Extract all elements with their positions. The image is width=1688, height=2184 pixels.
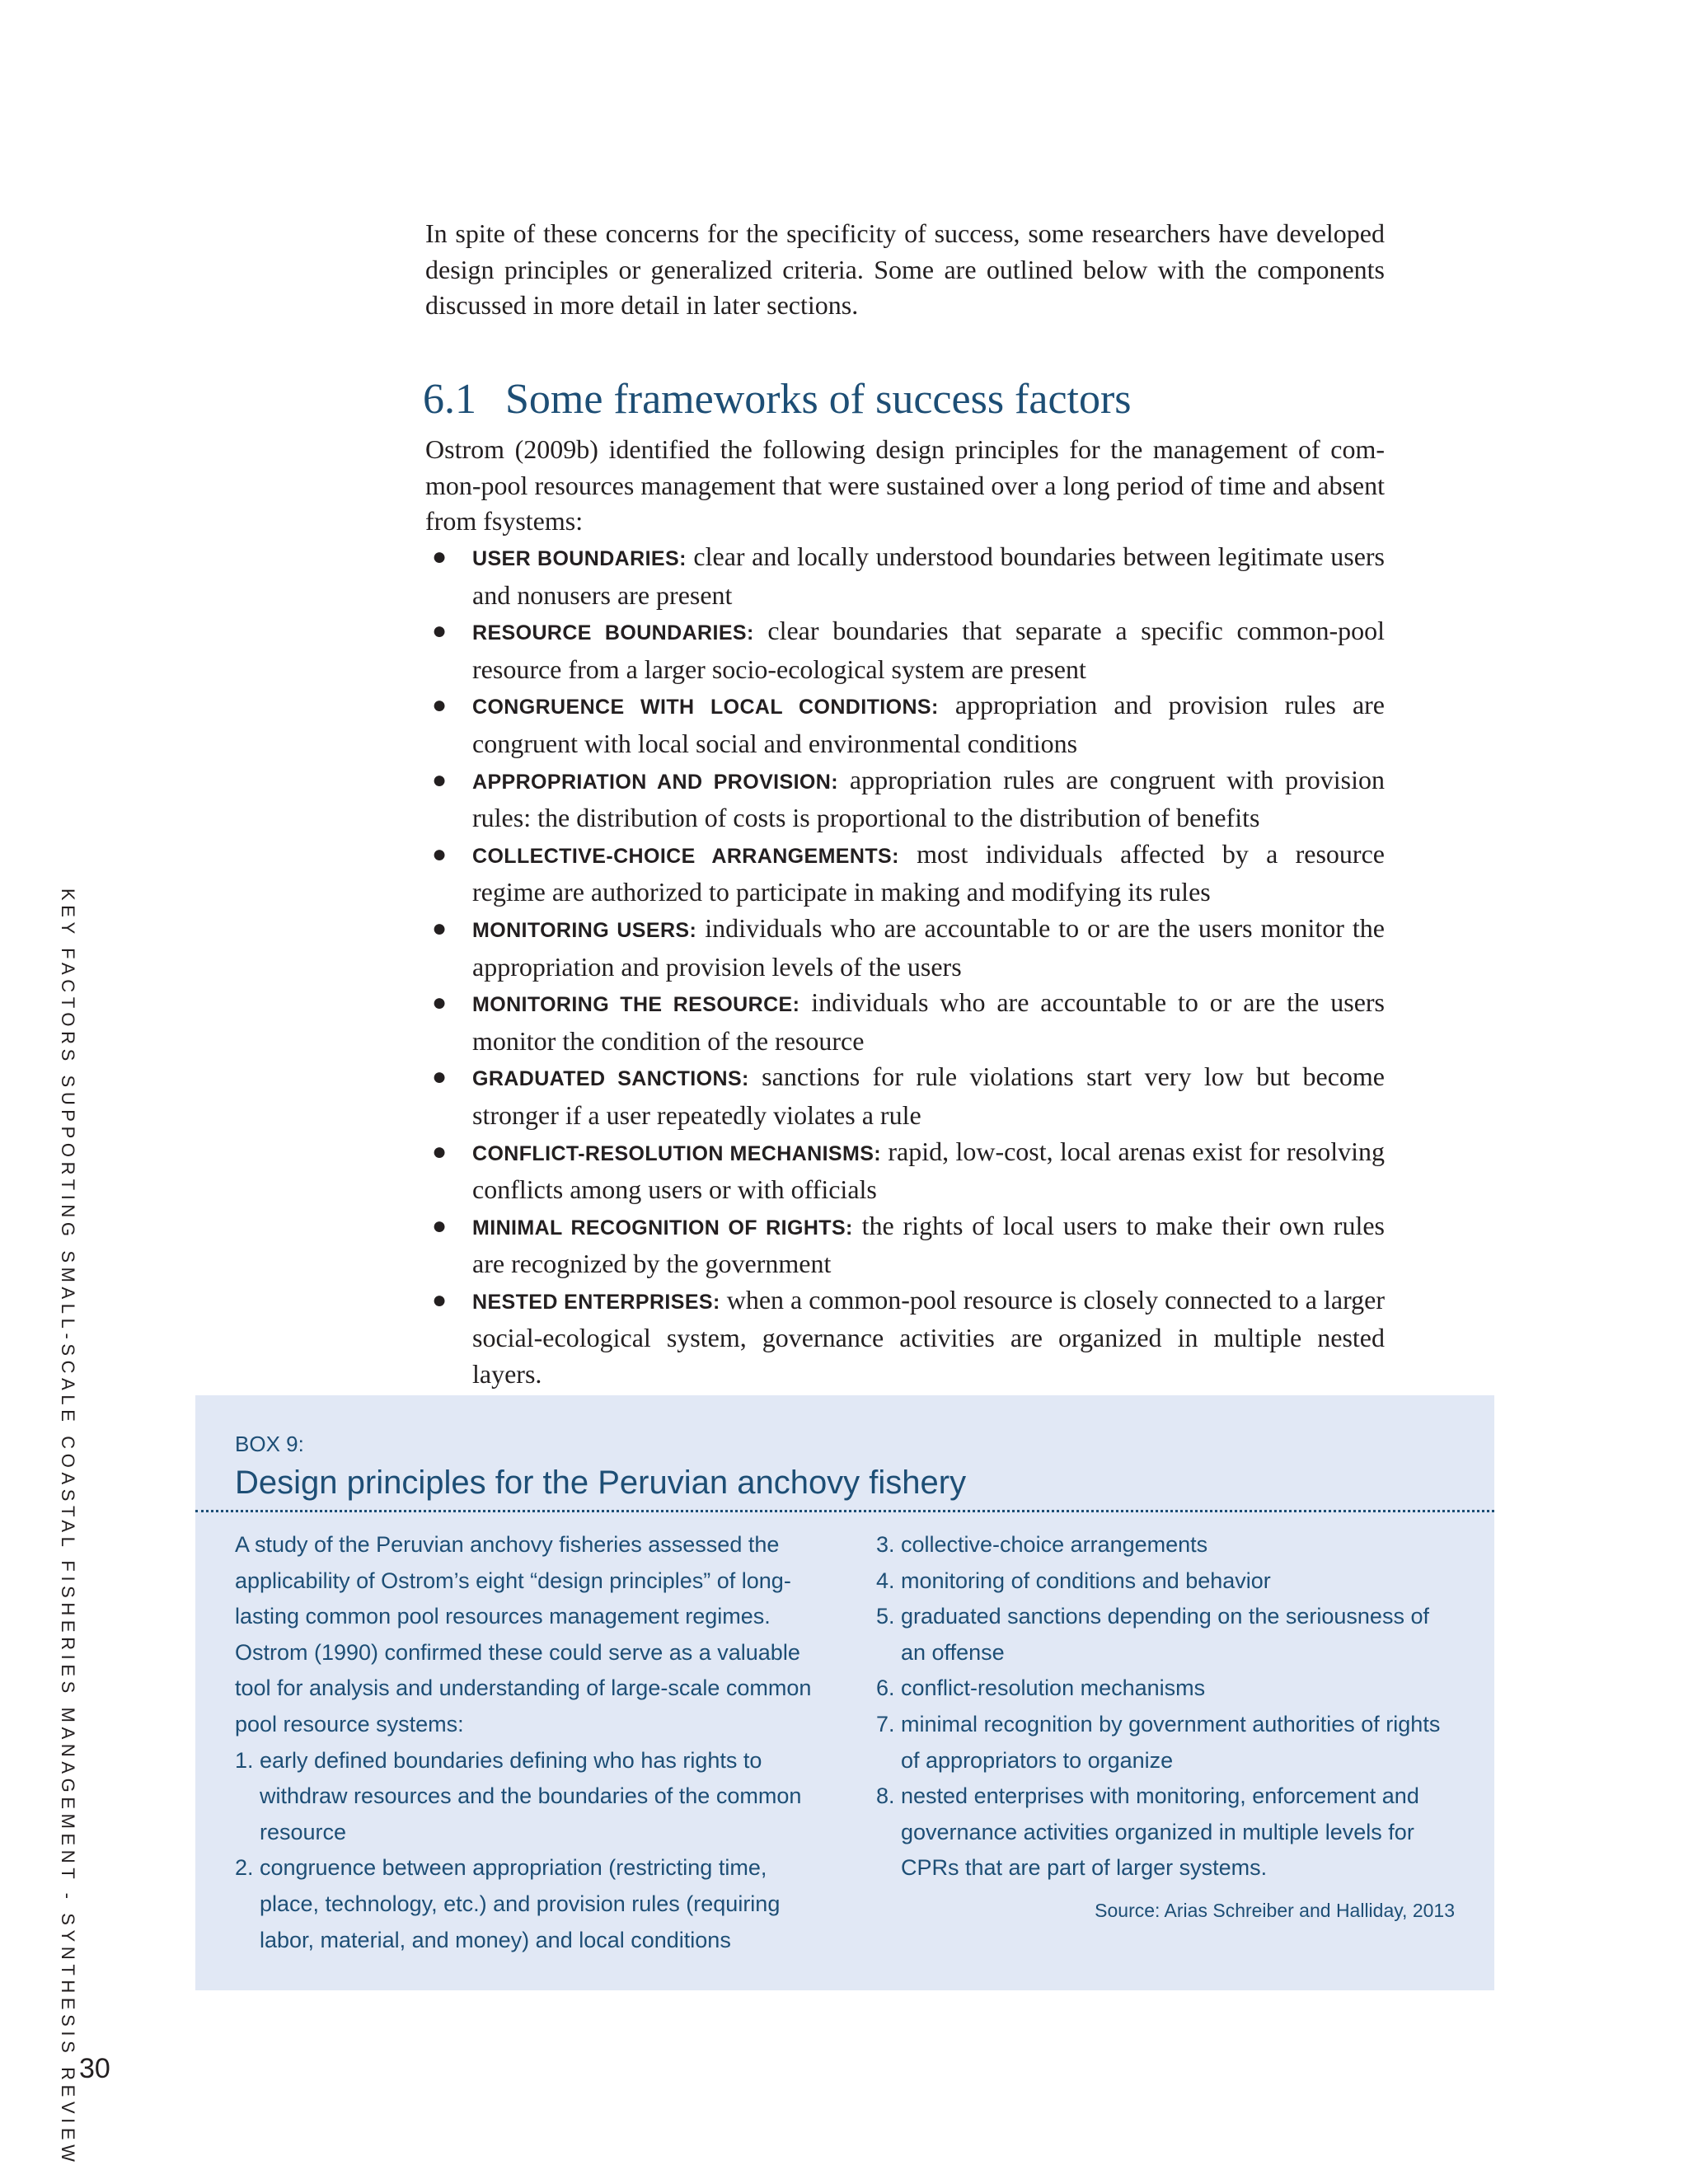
bullet-icon: ●: [432, 543, 448, 570]
item-text: conflict-resolution mechanisms: [901, 1675, 1206, 1701]
principle-term: MINIMAL RECOGNITION OF RIGHTS:: [472, 1216, 853, 1240]
principle-item: [425, 985, 1385, 1059]
principle-term: USER BOUNDARIES:: [472, 547, 687, 570]
principle-text: when a common-pool resource is closely connected to a larger social-ecological system, governance activities are organized in multiple nested layers.: [472, 1284, 1386, 1390]
principle-text: appropriation rules are congruent with provision rules: the distribution of costs is proportional to the distribution of benefits: [472, 764, 1386, 833]
principle-text: individuals who are accountable to or are the users monitor the appropriation and provision levels of the users: [472, 912, 1385, 982]
principle-term: CONGRUENCE WITH LOCAL CONDITIONS:: [472, 696, 939, 719]
principle-term: COLLECTIVE-CHOICE ARRANGEMENTS:: [472, 844, 899, 868]
item-number: 4.: [876, 1568, 895, 1593]
box-list-item: [876, 1563, 1460, 1600]
item-number: 8.: [876, 1783, 895, 1809]
bullet-icon: ●: [432, 989, 448, 1017]
item-text: graduated sanctions depending on the seriousness of an offense: [901, 1604, 1429, 1665]
principle-term: NESTED ENTERPRISES:: [472, 1290, 720, 1314]
principle-text: individuals who are accountable to or are the users monitor the condition of the resource: [472, 987, 1385, 1056]
bullet-icon: ●: [432, 914, 448, 942]
dotted-divider: [195, 1510, 1494, 1512]
principle-item: [425, 1059, 1385, 1133]
bullet-icon: ●: [432, 1286, 448, 1314]
design-principles-list: [425, 539, 1385, 1393]
box-label: BOX 9:: [235, 1432, 304, 1456]
box-list-item: [876, 1779, 1460, 1886]
box-right-column: [876, 1527, 1460, 1886]
box-list-item: [876, 1671, 1460, 1707]
box-list-item: [876, 1599, 1460, 1671]
box-list-item: [876, 1707, 1460, 1779]
principle-term: MONITORING THE RESOURCE:: [472, 993, 800, 1017]
box-list-item: [235, 1743, 828, 1851]
item-text: congruence between appropriation (restricting time, place, technology, etc.) and provision rules (requiring labor, material, and money) and local conditions: [260, 1855, 781, 1952]
box-principles-list-right: [876, 1527, 1460, 1886]
ostrom-paragraph: Ostrom (2009b) identified the following design principles for the management of com-mon-pool resources management that were sustained over a long period of time and absent from fsystems:: [425, 434, 1385, 537]
principle-term: APPROPRIATION AND PROVISION:: [472, 770, 838, 794]
box-source: Source: Arias Schreiber and Halliday, 2013: [1095, 1900, 1455, 1921]
box-list-item: [876, 1527, 1460, 1563]
principle-item: [425, 613, 1385, 687]
bullet-icon: ●: [432, 766, 448, 794]
bullet-icon: ●: [432, 840, 448, 868]
principle-text: the rights of local users to make their own rules are recognized by the government: [472, 1210, 1386, 1279]
principle-item: [425, 1134, 1385, 1208]
principle-term: MONITORING USERS:: [472, 918, 697, 942]
box-title: Design principles for the Peruvian anchovy fishery: [235, 1465, 967, 1501]
principle-term: GRADUATED SANCTIONS:: [472, 1067, 749, 1091]
principle-item: [425, 762, 1385, 837]
principle-term: CONFLICT-RESOLUTION MECHANISMS:: [472, 1141, 882, 1165]
principle-term: RESOURCE BOUNDARIES:: [472, 621, 754, 645]
item-number: 7.: [876, 1711, 895, 1736]
item-number: 5.: [876, 1604, 895, 1629]
box-principles-list-left: [235, 1743, 828, 1959]
box-intro: A study of the Peruvian anchovy fisheries assessed the applicability of Ostrom’s eight “design principles” of long-lasting common pool resources management regimes. Ostrom (1990) confirmed these could serve as a valuable tool for analysis and understanding of large-scale common pool resource systems:: [235, 1532, 812, 1736]
principle-text: appropriation and provision rules are congruent with local social and environmental conditions: [472, 690, 1386, 758]
item-text: early defined boundaries defining who has rights to withdraw resources and the boundaries of the common resource: [260, 1747, 802, 1844]
item-number: 2.: [235, 1855, 254, 1881]
section-title: Some frameworks of success factors: [505, 376, 1132, 423]
principle-item: [425, 911, 1385, 985]
principle-text: sanctions for rule violations start very low but become stronger if a user repeatedly violates a rule: [472, 1062, 1385, 1130]
principle-text: rapid, low-cost, local arenas exist for resolving conflicts among users or with officials: [472, 1136, 1386, 1205]
principle-item: [425, 1208, 1385, 1282]
item-text: collective-choice arrangements: [901, 1532, 1208, 1557]
principle-item: [425, 837, 1385, 911]
principle-item: [425, 687, 1385, 762]
item-number: 6.: [876, 1675, 895, 1701]
box-9: [195, 1395, 1494, 1990]
section-heading: [423, 373, 1412, 427]
bullet-icon: ●: [432, 1212, 448, 1240]
item-number: 1.: [235, 1747, 254, 1773]
item-text: nested enterprises with monitoring, enforcement and governance activities organized in multiple levels for CPRs that are part of larger systems.: [901, 1783, 1419, 1881]
page-number: 30: [79, 2053, 110, 2084]
running-head: KEY FACTORS SUPPORTING SMALL-SCALE COASTAL FISHERIES MANAGEMENT - SYNTHESIS REVIEW: [58, 888, 78, 2167]
principle-text: clear boundaries that separate a specific common-pool resource from a larger socio-ecological system are present: [472, 616, 1385, 684]
principle-text: most individuals affected by a resource regime are authorized to participate in making and modifying its rules: [472, 838, 1385, 907]
box-left-column: [235, 1527, 828, 1958]
section-number: 6.1: [423, 376, 476, 423]
item-text: minimal recognition by government authorities of rights of appropriators to organize: [901, 1711, 1441, 1773]
bullet-icon: ●: [432, 617, 448, 645]
intro-paragraph: In spite of these concerns for the specificity of success, some researchers have developed design principles or generalized criteria. Some are outlined below with the components discussed in more detail in later sections.: [425, 218, 1385, 321]
bullet-icon: ●: [432, 1063, 448, 1091]
box-list-item: [235, 1850, 828, 1958]
principle-text: clear and locally understood boundaries between legitimate users and nonusers are present: [472, 541, 1386, 610]
item-number: 3.: [876, 1532, 895, 1557]
principle-item: [425, 1282, 1385, 1393]
bullet-icon: ●: [432, 1137, 448, 1165]
principle-item: [425, 539, 1385, 613]
item-text: monitoring of conditions and behavior: [901, 1568, 1271, 1593]
bullet-icon: ●: [432, 691, 448, 719]
